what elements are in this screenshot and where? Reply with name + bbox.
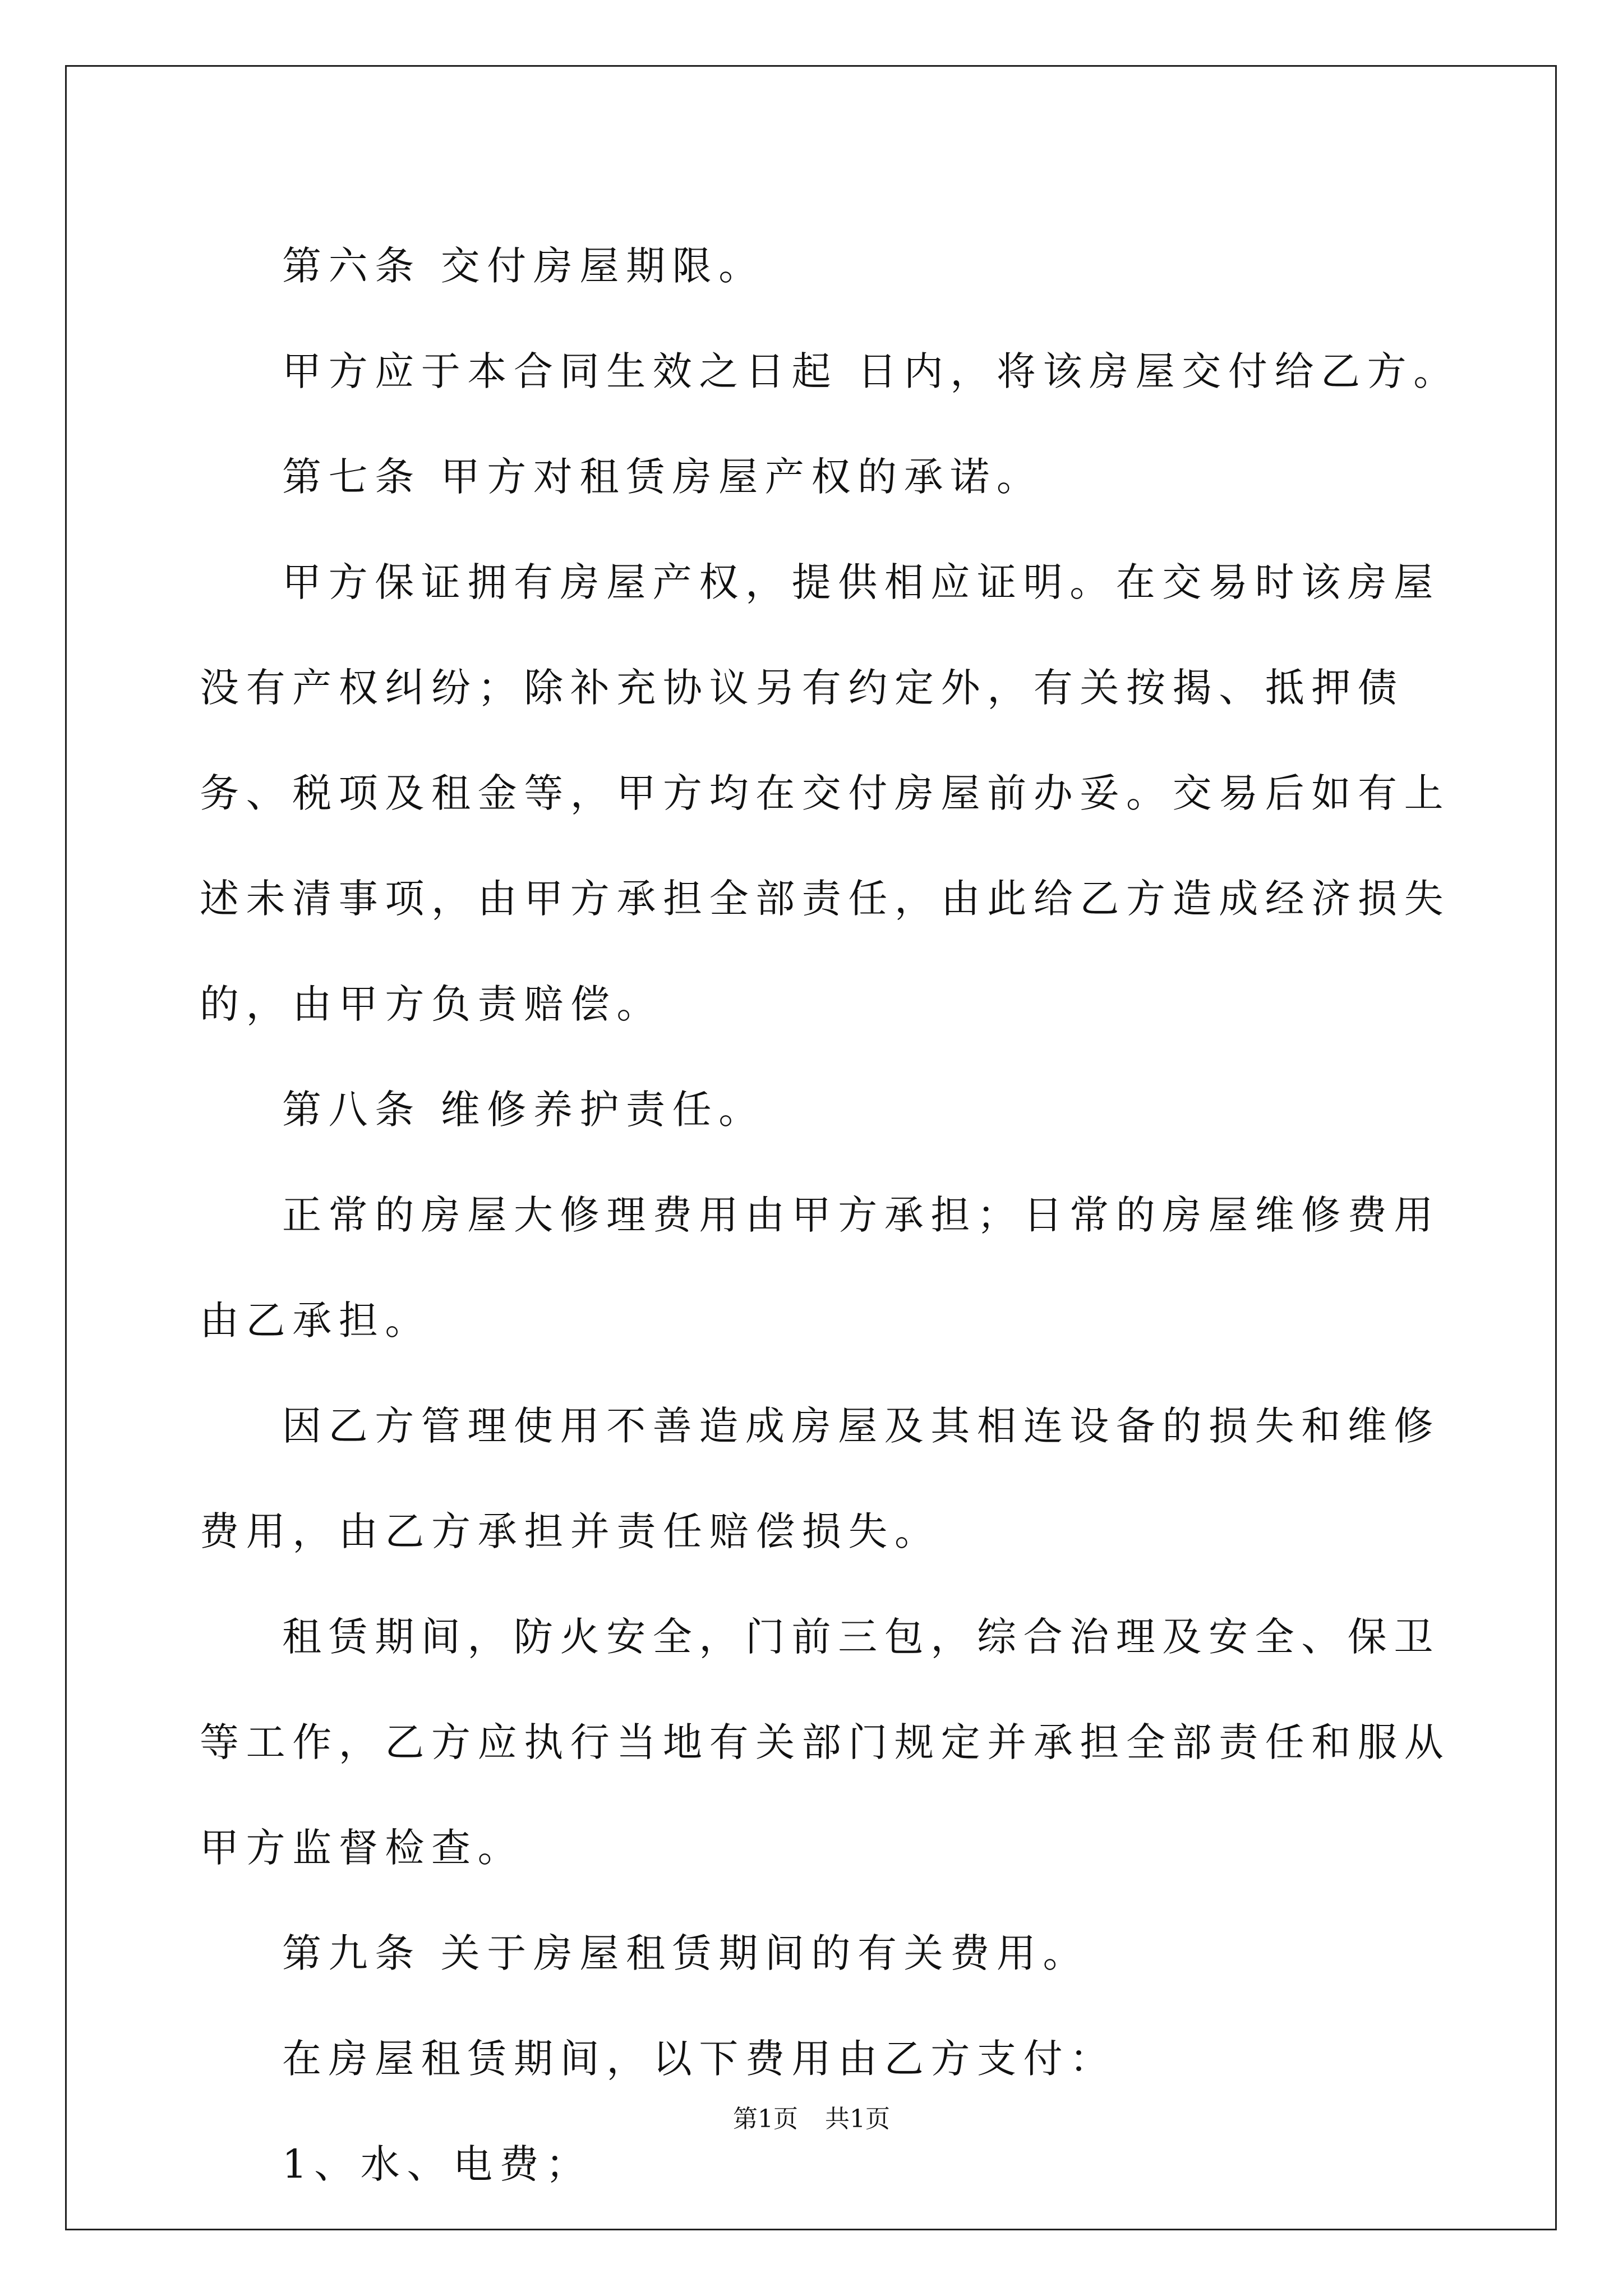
article-8-text-safety: 租赁期间，防火安全，门前三包，综合治理及安全、保卫等工作，乙方应执行当地有关部门规定并承担全部责任和服从甲方监督检查。 — [200, 1614, 1451, 1871]
article-7-heading: 第七条 甲方对租赁房屋产权的承诺。 — [282, 454, 1043, 500]
article-8-text-repair: 正常的房屋大修理费用由甲方承担；日常的房屋维修费用由乙承担。 — [200, 1192, 1440, 1343]
article-7-text: 甲方保证拥有房屋产权，提供相应证明。在交易时该房屋没有产权纠纷；除补充协议另有约定外，有关按揭、抵押债务、税项及租金等，甲方均在交付房屋前办妥。交易后如有上述未清事项，由甲方承担全部责任，由此给乙方造成经济损失的，由甲方负责赔偿。 — [200, 559, 1451, 1027]
article-9-item-1: 1、水、电费； — [282, 2141, 592, 2187]
article-6-text: 甲方应于本合同生效之日起 日内，将该房屋交付给乙方。 — [282, 348, 1460, 394]
article-8-text-damage: 因乙方管理使用不善造成房屋及其相连设备的损失和维修费用，由乙方承担并责任赔偿损失。 — [200, 1403, 1440, 1554]
article-9-text: 在房屋租赁期间，以下费用由乙方支付： — [282, 2036, 1116, 2082]
document-body — [200, 213, 1469, 2217]
page-total: 共1页 — [825, 2105, 890, 2133]
article-9-heading: 第九条 关于房屋租赁期间的有关费用。 — [282, 1930, 1090, 1976]
article-6-heading: 第六条 交付房屋期限。 — [282, 243, 765, 289]
page-number: 第1页 — [733, 2105, 798, 2133]
article-8-heading: 第八条 维修养护责任。 — [282, 1087, 765, 1133]
page-footer — [0, 2102, 1623, 2136]
